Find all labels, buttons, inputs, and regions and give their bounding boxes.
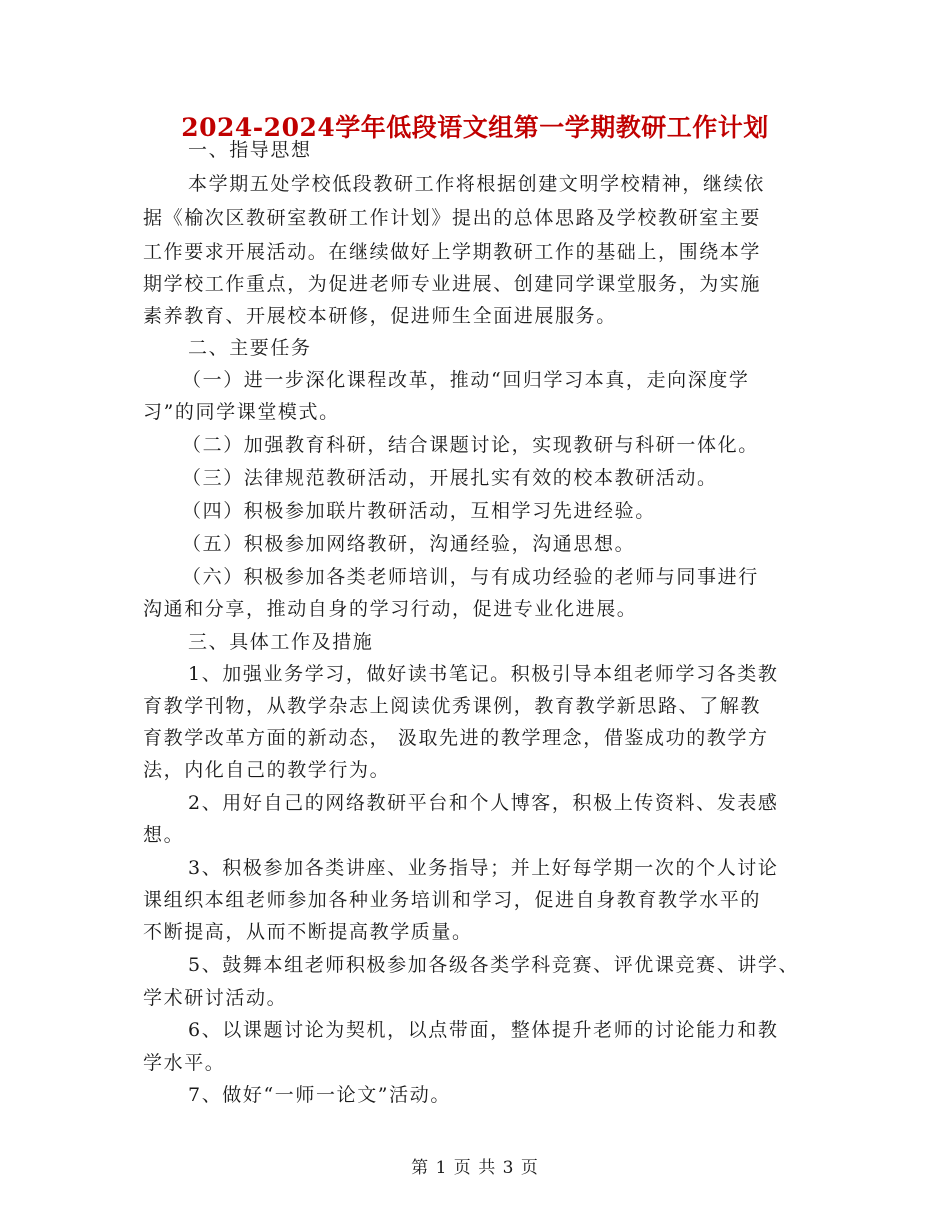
list-item-continuation: 育教学改革方面的新动态， 汲取先进的教学理念，借鉴成功的教学方 [143,727,769,749]
list-item: 3、积极参加各类讲座、业务指导；并上好每学期一次的个人讨论 [188,857,779,879]
paragraph-line: 据《榆次区教研室教研工作计划》提出的总体思路及学校教研室主要 [143,207,762,229]
list-item-continuation: 不断提高，从而不断提高教学质量。 [143,921,473,943]
list-item: 5、鼓舞本组老师积极参加各级各类学科竞赛、评优课竞赛、讲学、 [188,954,800,976]
list-item-continuation: 法，内化自己的教学行为。 [143,759,391,781]
list-item: （一）进一步深化课程改革，推动“回归学习本真，走向深度学 [182,369,750,391]
list-item: 1、加强业务学习，做好读书笔记。积极引导本组老师学习各类教 [188,663,779,685]
list-item-continuation: 想。 [143,824,185,846]
list-item: （五）积极参加网络教研，沟通经验，沟通思想。 [182,533,636,555]
list-item-continuation: 习”的同学课堂模式。 [143,401,340,423]
list-item-continuation: 育教学刊物，从教学杂志上阅读优秀课例，教育教学新思路、了解教 [143,695,762,717]
list-item: （四）积极参加联片教研活动，互相学习先进经验。 [182,500,656,522]
list-item-continuation: 学水平。 [143,1052,226,1074]
page-number-footer: 第 1 页 共 3 页 [411,1158,539,1178]
list-item: 7、做好“一师一论文”活动。 [188,1084,451,1106]
document-title: 2024-2024学年低段语文组第一学期教研工作计划 [181,113,769,142]
section-heading-main-tasks: 二、主要任务 [188,337,312,359]
section-heading-guiding-ideology: 一、指导思想 [188,139,312,161]
list-item: （六）积极参加各类老师培训，与有成功经验的老师与同事进行 [182,566,759,588]
paragraph-line: 期学校工作重点，为促进老师专业进展、创建同学课堂服务，为实施 [143,273,762,295]
paragraph-line: 素养教育、开展校本研修，促进师生全面进展服务。 [143,305,617,327]
list-item: （三）法律规范教研活动，开展扎实有效的校本教研活动。 [182,467,718,489]
list-item: 2、用好自己的网络教研平台和个人博客，积极上传资料、发表感 [188,792,779,814]
paragraph-line: 工作要求开展活动。在继续做好上学期教研工作的基础上，围绕本学 [143,241,762,263]
list-item: 6、以课题讨论为契机，以点带面，整体提升老师的讨论能力和教 [188,1019,779,1041]
list-item: （二）加强教育科研，结合课题讨论，实现教研与科研一体化。 [182,434,759,456]
list-item-continuation: 学术研讨活动。 [143,987,288,1009]
section-heading-measures: 三、具体工作及措施 [188,631,374,653]
paragraph-line: 本学期五处学校低段教研工作将根据创建文明学校精神，继续依 [188,173,765,195]
list-item-continuation: 沟通和分享，推动自身的学习行动，促进专业化进展。 [143,598,638,620]
list-item-continuation: 课组织本组老师参加各种业务培训和学习，促进自身教育教学水平的 [143,889,762,911]
